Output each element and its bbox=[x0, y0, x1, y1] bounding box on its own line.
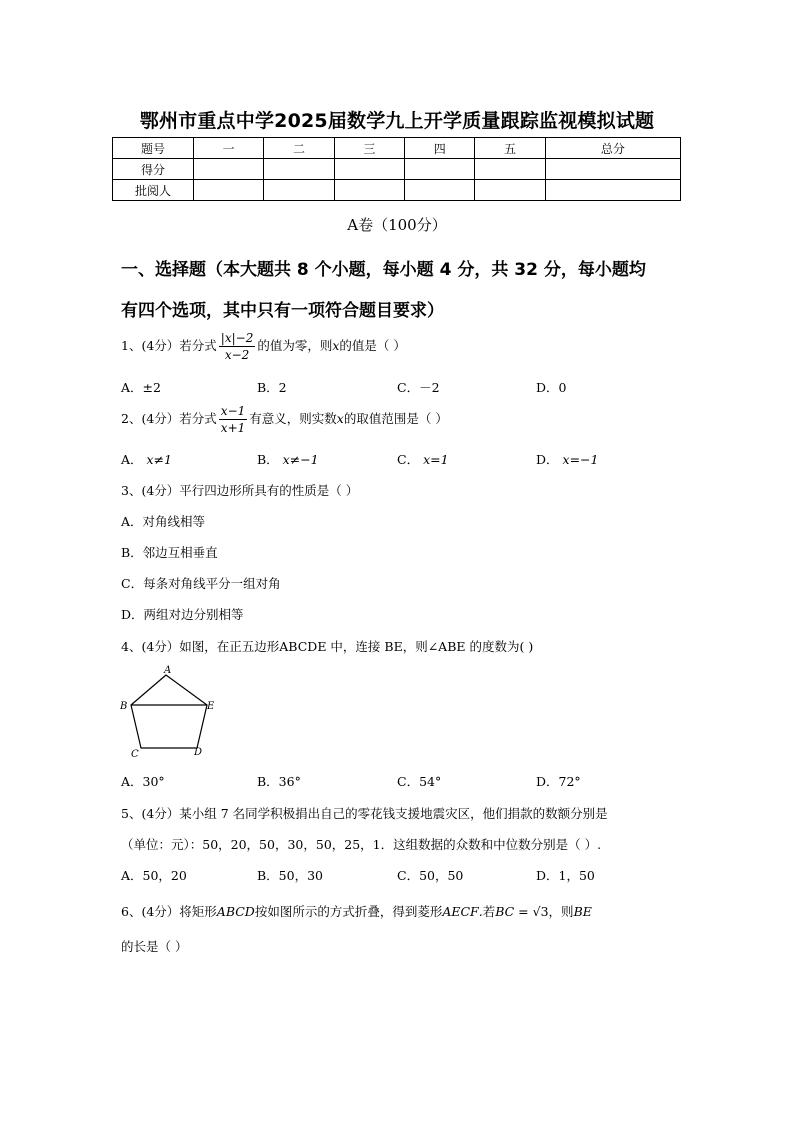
score-table-cell bbox=[194, 159, 264, 180]
option-c: C．－2 bbox=[397, 380, 440, 395]
question-text: 有意义，则实数 bbox=[249, 411, 337, 426]
option-c: C．50，50 bbox=[397, 868, 464, 883]
section-heading-line2: 有四个选项，其中只有一项符合题目要求） bbox=[121, 301, 444, 321]
option-c bbox=[397, 450, 449, 468]
fraction-denominator: x−2 bbox=[224, 348, 250, 362]
score-table-header-row bbox=[113, 138, 681, 159]
option-a bbox=[121, 450, 172, 468]
math-var: x bbox=[332, 338, 340, 353]
score-table-cell: 总分 bbox=[545, 138, 680, 159]
score-table-cell: 五 bbox=[475, 138, 545, 159]
score-table-cell bbox=[194, 180, 264, 201]
score-table-cell bbox=[264, 159, 334, 180]
score-table bbox=[112, 137, 681, 201]
option-math: x≠−1 bbox=[282, 452, 319, 467]
option-d: D．72° bbox=[536, 774, 581, 789]
vertex-label-a: A bbox=[164, 665, 172, 676]
question-text: 的值为零，则 bbox=[257, 338, 333, 353]
score-table-cell bbox=[475, 159, 545, 180]
option-a: A．±2 bbox=[121, 380, 161, 395]
question-5-line2: （单位：元）：50，20，50，30，50，25，1．这组数据的众数和中位数分别是（ ）. bbox=[121, 837, 602, 852]
vertex-label-e: E bbox=[207, 701, 215, 712]
score-table-row bbox=[113, 180, 681, 201]
option-label: D． bbox=[536, 452, 559, 467]
option-math: x≠1 bbox=[146, 452, 172, 467]
math-var: AECF bbox=[442, 904, 479, 919]
question-3: 3、(4分）平行四边形所具有的性质是（ ） bbox=[121, 483, 359, 498]
option-math: x=−1 bbox=[562, 452, 599, 467]
vertex-label-c: C bbox=[131, 749, 139, 758]
question-2 bbox=[121, 403, 448, 436]
option-label: C． bbox=[397, 452, 420, 467]
fraction-numerator: x−1 bbox=[220, 404, 246, 418]
math-var: x bbox=[336, 411, 344, 426]
fraction bbox=[219, 330, 256, 363]
fraction-denominator: x+1 bbox=[220, 421, 246, 435]
score-table-cell bbox=[334, 180, 404, 201]
option-a: A．对角线相等 bbox=[121, 514, 206, 529]
math-var: BC bbox=[495, 904, 515, 919]
score-table-cell bbox=[334, 159, 404, 180]
math-expr: = √3 bbox=[514, 904, 549, 919]
option-d: D．0 bbox=[536, 380, 567, 395]
score-table-cell bbox=[475, 180, 545, 201]
question-text: .若 bbox=[478, 904, 496, 919]
question-text: 2、(4分）若分式 bbox=[121, 411, 217, 426]
exam-title: 鄂州市重点中学2025届数学九上开学质量跟踪监视模拟试题 bbox=[139, 110, 655, 132]
vertex-label-d: D bbox=[194, 747, 203, 758]
pentagon-figure bbox=[115, 663, 225, 758]
option-label: A． bbox=[121, 452, 143, 467]
vertex-label-b: B bbox=[120, 701, 128, 712]
option-math: x=1 bbox=[423, 452, 449, 467]
question-5-line1: 5、(4分）某小组 7 名同学积极捐出自己的零花钱支援地震灾区，他们捐款的数额分别是 bbox=[121, 806, 608, 821]
option-d: D．两组对边分别相等 bbox=[121, 607, 244, 622]
score-table-cell: 三 bbox=[334, 138, 404, 159]
score-row-label: 批阅人 bbox=[113, 180, 194, 201]
score-row-label: 得分 bbox=[113, 159, 194, 180]
score-table-row bbox=[113, 159, 681, 180]
question-text: ，则 bbox=[548, 904, 574, 919]
math-var: BE bbox=[573, 904, 592, 919]
fraction bbox=[219, 403, 247, 436]
score-table-cell: 题号 bbox=[113, 138, 194, 159]
question-4: 4、(4分）如图，在正五边形ABCDE 中，连接 BE，则∠ABE 的度数为( ) bbox=[121, 639, 534, 654]
option-b: B．36° bbox=[257, 774, 301, 789]
fraction-numerator: |x|−2 bbox=[220, 331, 254, 345]
pentagon-outline bbox=[131, 675, 207, 748]
score-table-cell: 二 bbox=[264, 138, 334, 159]
question-6 bbox=[121, 902, 592, 920]
option-a: A．50，20 bbox=[121, 868, 187, 883]
question-text: 1、(4分）若分式 bbox=[121, 338, 217, 353]
score-table-cell bbox=[405, 180, 475, 201]
score-table-cell bbox=[545, 159, 680, 180]
section-heading-line1: 一、选择题（本大题共 8 个小题，每小题 4 分，共 32 分，每小题均 bbox=[121, 260, 646, 280]
option-b bbox=[257, 450, 319, 468]
question-6-line2: 的长是（ ） bbox=[121, 939, 188, 954]
option-c: C．每条对角线平分一组对角 bbox=[121, 576, 281, 591]
math-var: ABCD bbox=[216, 904, 255, 919]
score-table-cell bbox=[545, 180, 680, 201]
score-table-cell: 四 bbox=[405, 138, 475, 159]
score-table-cell bbox=[264, 180, 334, 201]
option-b: B．邻边互相垂直 bbox=[121, 545, 218, 560]
section-a-title: A卷（100分） bbox=[347, 216, 447, 234]
question-text: 的值是（ ） bbox=[339, 338, 406, 353]
option-a: A．30° bbox=[121, 774, 165, 789]
option-label: B． bbox=[257, 452, 279, 467]
option-d: D．1，50 bbox=[536, 868, 595, 883]
option-b: B．50，30 bbox=[257, 868, 323, 883]
question-text: 的取值范围是（ ） bbox=[343, 411, 448, 426]
score-table-cell: 一 bbox=[194, 138, 264, 159]
score-table-cell bbox=[405, 159, 475, 180]
option-d bbox=[536, 450, 598, 468]
question-text: 6、(4分）将矩形 bbox=[121, 904, 217, 919]
option-b: B．2 bbox=[257, 380, 287, 395]
question-text: 按如图所示的方式折叠，得到菱形 bbox=[254, 904, 443, 919]
question-1 bbox=[121, 330, 406, 363]
option-c: C．54° bbox=[397, 774, 442, 789]
